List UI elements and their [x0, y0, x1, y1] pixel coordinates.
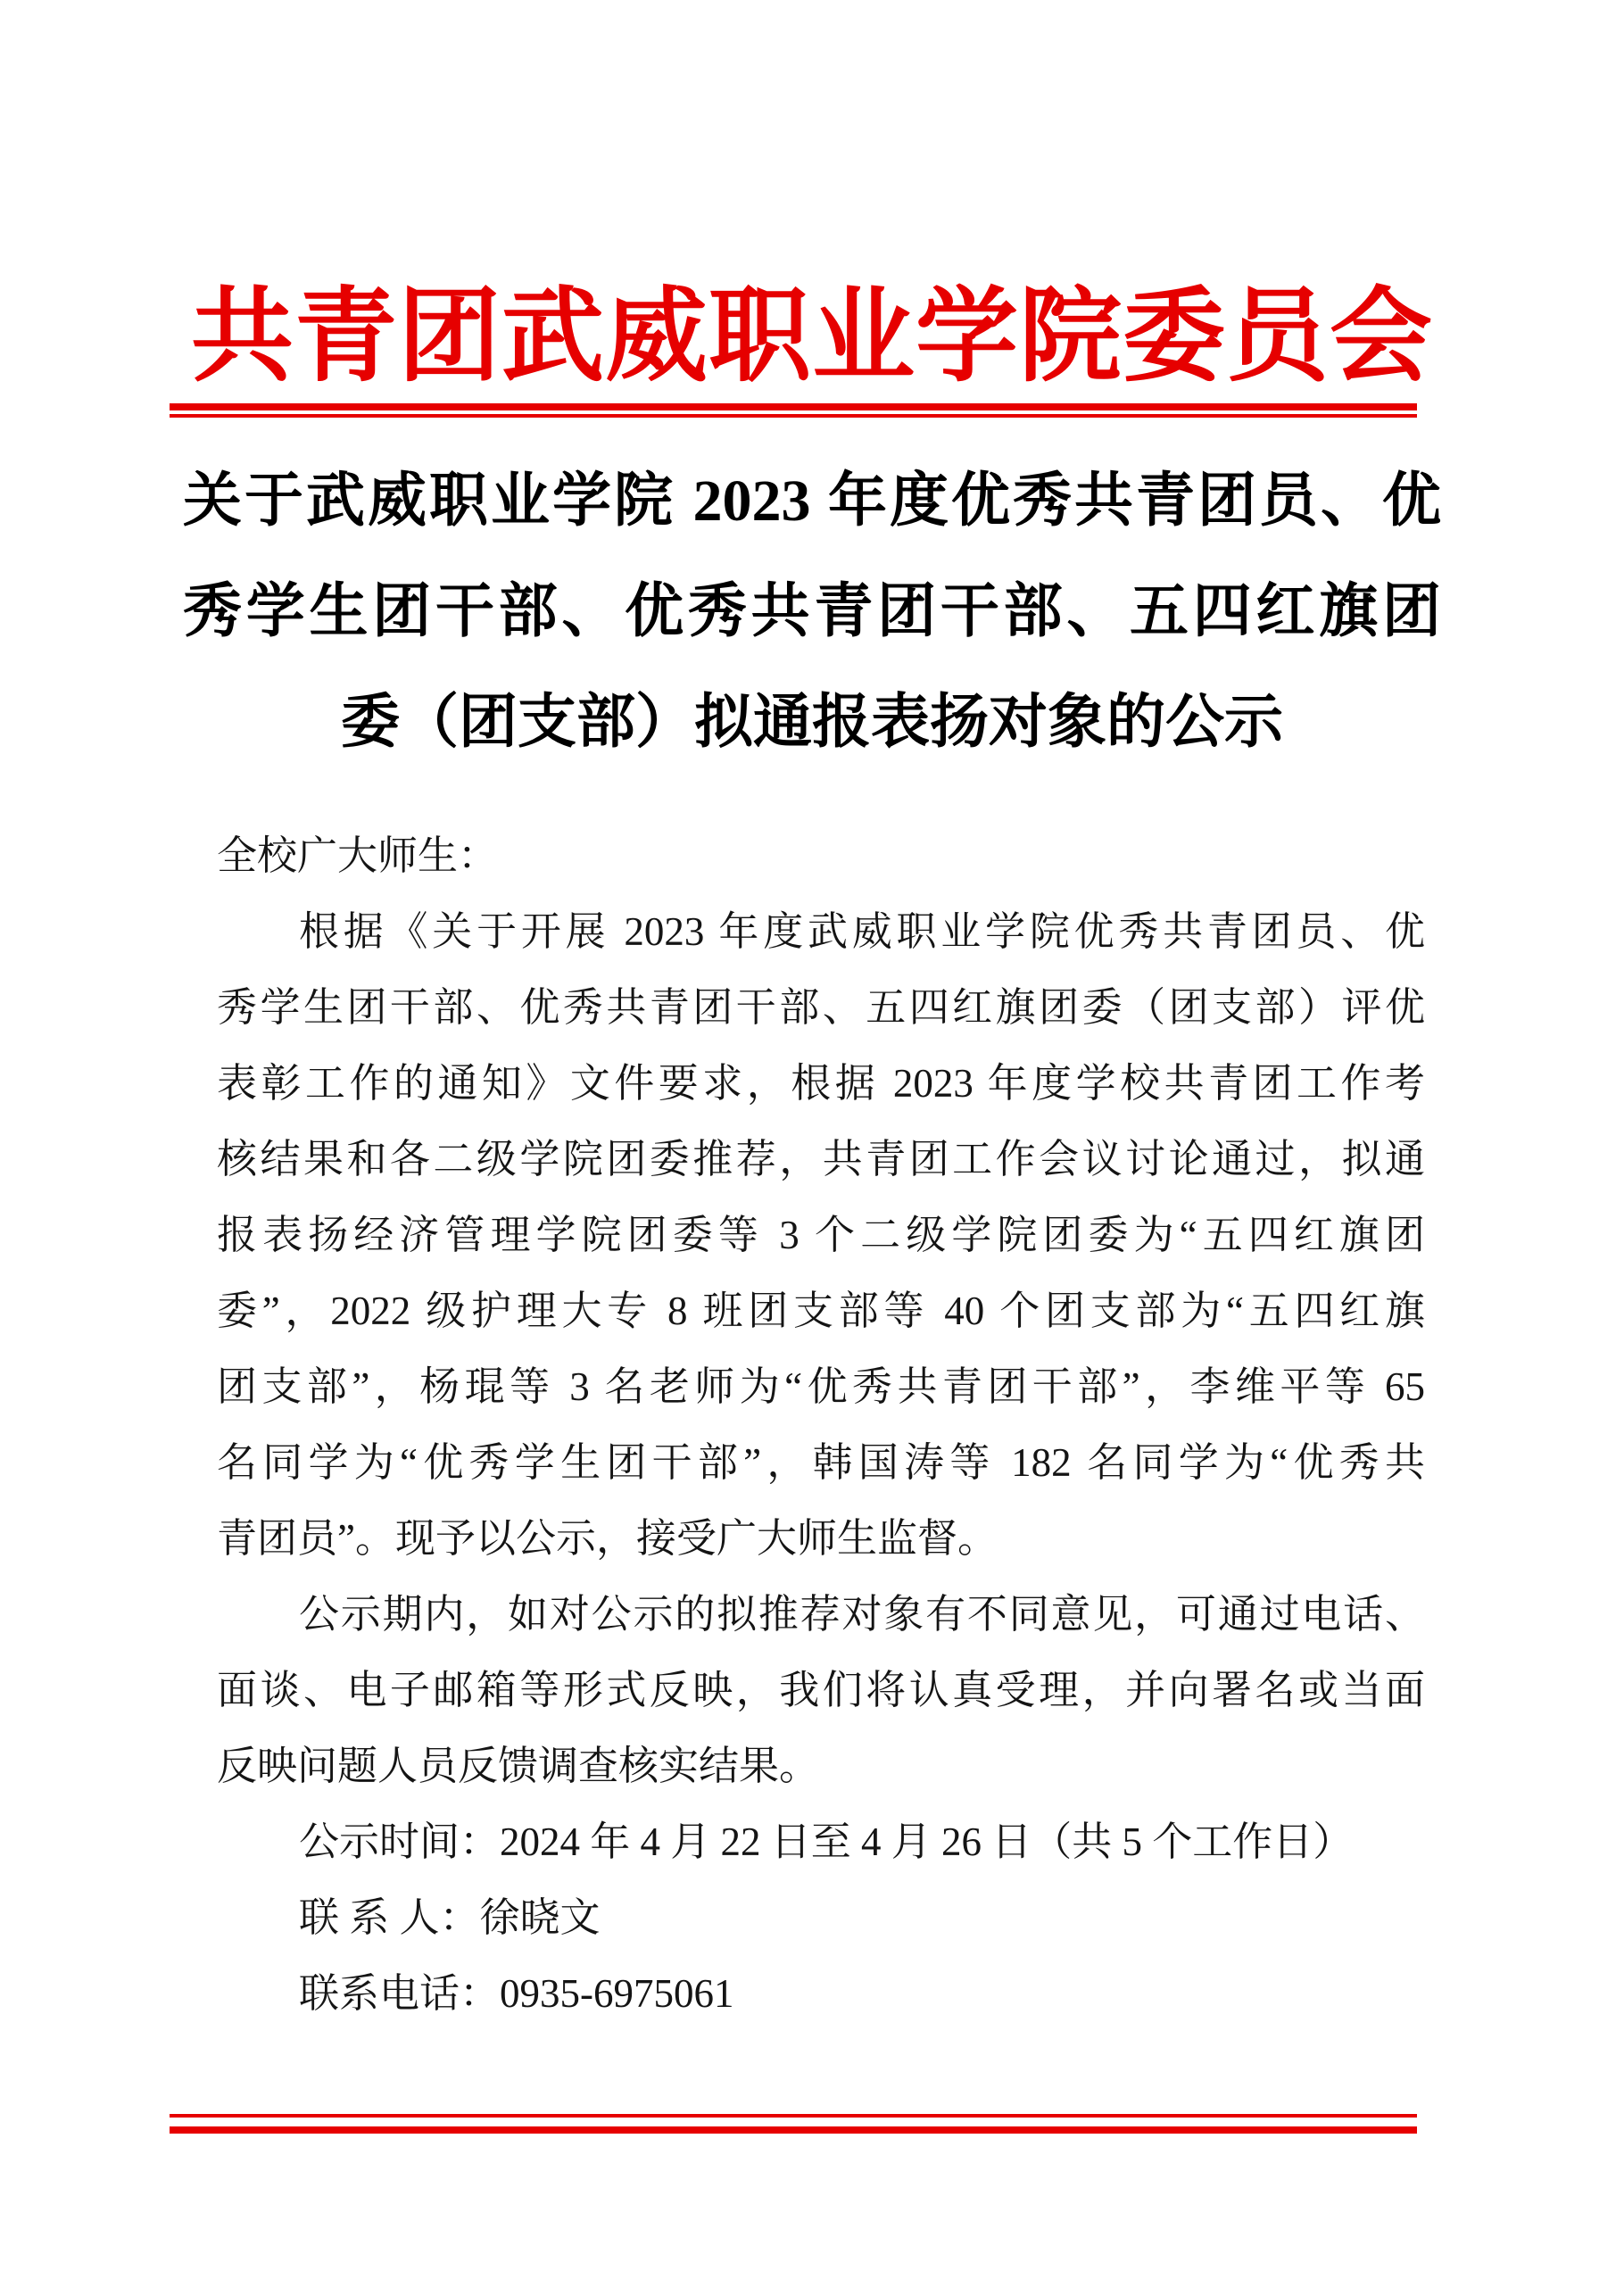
contact-person-line: 联 系 人：徐晓文: [299, 1895, 601, 1940]
title-line-1: 关于武威职业学院 2023 年度优秀共青团员、优: [183, 468, 1441, 534]
body-line: 面谈、电子邮箱等形式反映，我们将认真受理，并向署名或当面: [217, 1668, 1425, 1712]
body-line: 青团员”。现予以公示，接受广大师生监督。: [217, 1516, 998, 1561]
footer-rule-thin: [170, 2114, 1417, 2118]
publicity-period-line: 公示时间：2024 年 4 月 22 日至 4 月 26 日（共 5 个工作日）: [299, 1819, 1354, 1864]
footer-rule-thick: [170, 2126, 1417, 2134]
document-body: [217, 818, 1425, 2032]
body-line: 核结果和各二级学院团委推荐，共青团工作会议讨论通过，拟通: [217, 1137, 1425, 1181]
body-line: 委”，2022 级护理大专 8 班团支部等 40 个团支部为“五四红旗: [217, 1289, 1425, 1333]
body-line: 秀学生团干部、优秀共青团干部、五四红旗团委（团支部）评优: [217, 985, 1425, 1030]
contact-phone-line: 联系电话：0935-6975061: [299, 1971, 734, 2016]
title-line-3: 委（团支部）拟通报表扬对象的公示: [341, 690, 1283, 755]
header-rule-thick: [170, 403, 1417, 410]
body-line: 团支部”，杨琨等 3 名老师为“优秀共青团干部”，李维平等 65: [217, 1364, 1425, 1409]
body-line: 名同学为“优秀学生团干部”，韩国涛等 182 名同学为“优秀共: [217, 1440, 1425, 1485]
org-banner-title: 共青团武威职业学院委员会: [190, 280, 1433, 394]
header-rule-thin: [170, 414, 1417, 418]
salutation-line: 全校广大师生：: [217, 833, 499, 878]
title-line-2: 秀学生团干部、优秀共青团干部、五四红旗团: [183, 579, 1441, 644]
body-line: 表彰工作的通知》文件要求，根据 2023 年度学校共青团工作考: [217, 1061, 1425, 1106]
body-line: 反映问题人员反馈调查核实结果。: [217, 1744, 820, 1788]
document-title: [183, 446, 1441, 778]
body-line: 根据《关于开展 2023 年度武威职业学院优秀共青团员、优: [299, 909, 1425, 954]
body-line: 报表扬经济管理学院团委等 3 个二级学院团委为“五四红旗团: [217, 1213, 1425, 1257]
body-line: 公示期内，如对公示的拟推荐对象有不同意见，可通过电话、: [299, 1592, 1425, 1637]
